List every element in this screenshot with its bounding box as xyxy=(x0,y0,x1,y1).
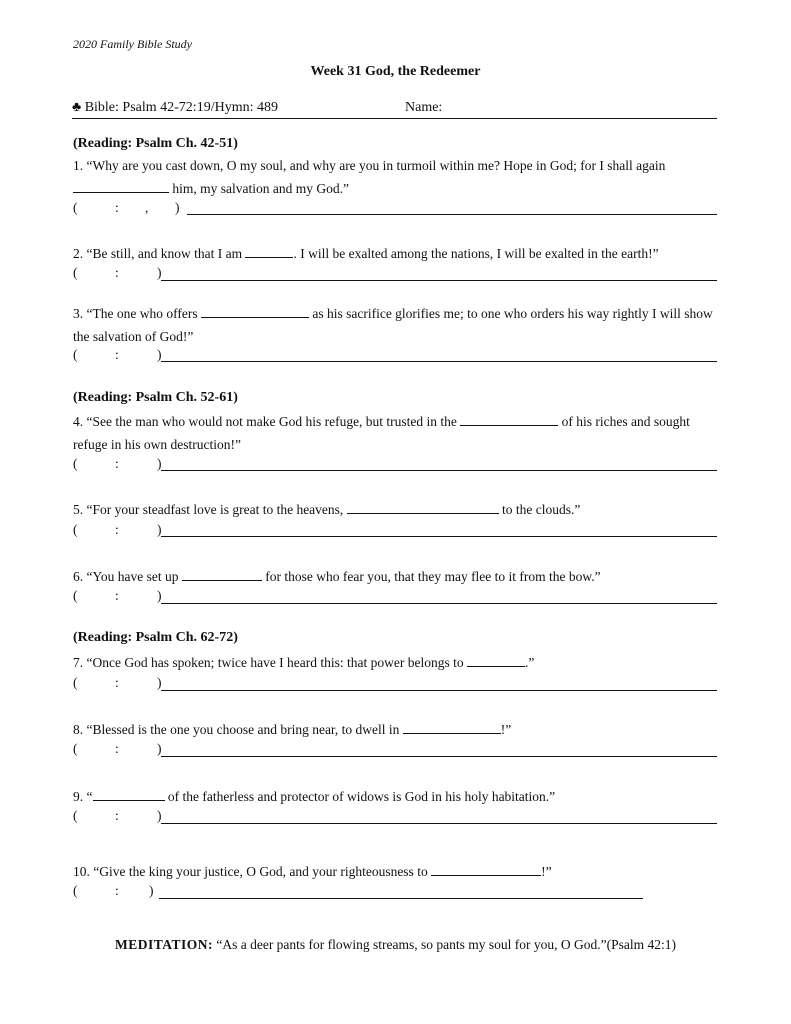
meditation-text: “As a deer pants for flowing streams, so pants my soul for you, O God.”(Psalm 42:1) xyxy=(216,937,677,952)
answer-line[interactable] xyxy=(159,897,643,899)
paren-open: ( xyxy=(73,265,78,280)
answer-line[interactable] xyxy=(161,602,717,604)
question-text: 8. “Blessed is the one you choose and bring near, to dwell in xyxy=(73,722,400,737)
page-title: Week 31 God, the Redeemer xyxy=(310,64,481,79)
question-1 xyxy=(73,154,718,200)
header-note: 2020 Family Bible Study xyxy=(73,37,192,51)
question-text: 1. “Why are you cast down, O my soul, and why are you in turmoil within me? Hope in God; for I shall again xyxy=(73,158,666,173)
question-7 xyxy=(73,651,718,674)
question-5 xyxy=(73,498,718,521)
answer-line[interactable] xyxy=(161,279,717,281)
paren-open: ( xyxy=(73,456,78,471)
question-text: 6. “You have set up xyxy=(73,569,179,584)
fill-blank[interactable] xyxy=(73,180,169,193)
paren-close: ) xyxy=(157,741,162,756)
paren-close: ) xyxy=(157,675,162,690)
question-text: of his riches and sought refuge in his own destruction!” xyxy=(73,414,690,452)
question-text: 5. “For your steadfast love is great to the heavens, xyxy=(73,502,344,517)
colon: : xyxy=(115,675,119,690)
question-6 xyxy=(73,565,718,588)
paren-close: ) xyxy=(157,522,162,537)
paren-close: ) xyxy=(157,347,162,362)
question-text: !” xyxy=(541,864,552,879)
colon: : xyxy=(115,200,119,215)
fill-blank[interactable] xyxy=(245,245,293,258)
colon: : xyxy=(115,588,119,603)
question-text: .” xyxy=(525,655,535,670)
fill-blank[interactable] xyxy=(182,568,262,581)
section-heading: (Reading: Psalm Ch. 52-61) xyxy=(73,390,238,405)
question-text: him, my salvation and my God.” xyxy=(172,181,349,196)
fill-blank[interactable] xyxy=(347,501,499,514)
section-heading: (Reading: Psalm Ch. 42-51) xyxy=(73,136,238,151)
fill-blank[interactable] xyxy=(467,654,525,667)
answer-line[interactable] xyxy=(161,535,717,537)
question-text: of the fatherless and protector of widows is God in his holy habitation.” xyxy=(167,789,556,804)
question-text: 7. “Once God has spoken; twice have I heard this: that power belongs to xyxy=(73,655,464,670)
colon: : xyxy=(115,347,119,362)
answer-line[interactable] xyxy=(161,689,717,691)
paren-open: ( xyxy=(73,675,78,690)
paren-close: ) xyxy=(157,265,162,280)
colon: : xyxy=(115,456,119,471)
paren-close: ) xyxy=(149,883,154,898)
meditation-label: MEDITATION: xyxy=(114,937,213,952)
question-10 xyxy=(73,860,718,883)
question-text: !” xyxy=(500,722,512,737)
question-2 xyxy=(73,242,718,265)
question-9 xyxy=(73,785,718,808)
answer-line[interactable] xyxy=(161,822,717,824)
answer-line[interactable] xyxy=(161,360,717,362)
question-text: to the clouds.” xyxy=(502,502,581,517)
question-text: 3. “The one who offers xyxy=(73,306,198,321)
bible-reference: ♣ Bible: Psalm 42-72:19/Hymn: 489 xyxy=(72,100,278,115)
answer-line[interactable] xyxy=(161,469,717,471)
name-label: Name: xyxy=(405,100,443,115)
paren-close: ) xyxy=(157,808,162,823)
paren-close: ) xyxy=(157,456,162,471)
question-text: 9. “ xyxy=(73,789,93,804)
question-text: . I will be exalted among the nations, I will be exalted in the earth!” xyxy=(293,246,659,261)
answer-line[interactable] xyxy=(187,213,717,215)
question-text: 10. “Give the king your justice, O God, and your righteousness to xyxy=(73,864,428,879)
section-heading: (Reading: Psalm Ch. 62-72) xyxy=(73,630,238,645)
paren-open: ( xyxy=(73,522,78,537)
colon: : xyxy=(115,883,119,898)
paren-close: ) xyxy=(175,200,180,215)
paren-open: ( xyxy=(73,808,78,823)
question-text: for those who fear you, that they may flee to it from the bow.” xyxy=(265,569,601,584)
paren-open: ( xyxy=(73,200,78,215)
fill-blank[interactable] xyxy=(403,721,501,734)
colon: : xyxy=(115,522,119,537)
question-8 xyxy=(73,718,718,741)
colon: : xyxy=(115,741,119,756)
meditation xyxy=(0,937,791,953)
question-3 xyxy=(73,302,718,348)
fill-blank[interactable] xyxy=(93,788,165,801)
paren-open: ( xyxy=(73,347,78,362)
question-text: 2. “Be still, and know that I am xyxy=(73,246,243,261)
meta-line xyxy=(72,100,717,119)
paren-open: ( xyxy=(73,741,78,756)
paren-open: ( xyxy=(73,588,78,603)
paren-close: ) xyxy=(157,588,162,603)
question-text: 4. “See the man who would not make God his refuge, but trusted in the xyxy=(73,414,457,429)
fill-blank[interactable] xyxy=(460,413,558,426)
answer-line[interactable] xyxy=(161,755,717,757)
paren-open: ( xyxy=(73,883,78,898)
comma: , xyxy=(145,200,149,215)
question-4 xyxy=(73,410,718,456)
fill-blank[interactable] xyxy=(431,863,541,876)
fill-blank[interactable] xyxy=(201,305,309,318)
question-text: as his sacrifice glorifies me; to one who orders his way rightly I will show the salvation of God!” xyxy=(73,306,713,344)
colon: : xyxy=(115,808,119,823)
colon: : xyxy=(115,265,119,280)
